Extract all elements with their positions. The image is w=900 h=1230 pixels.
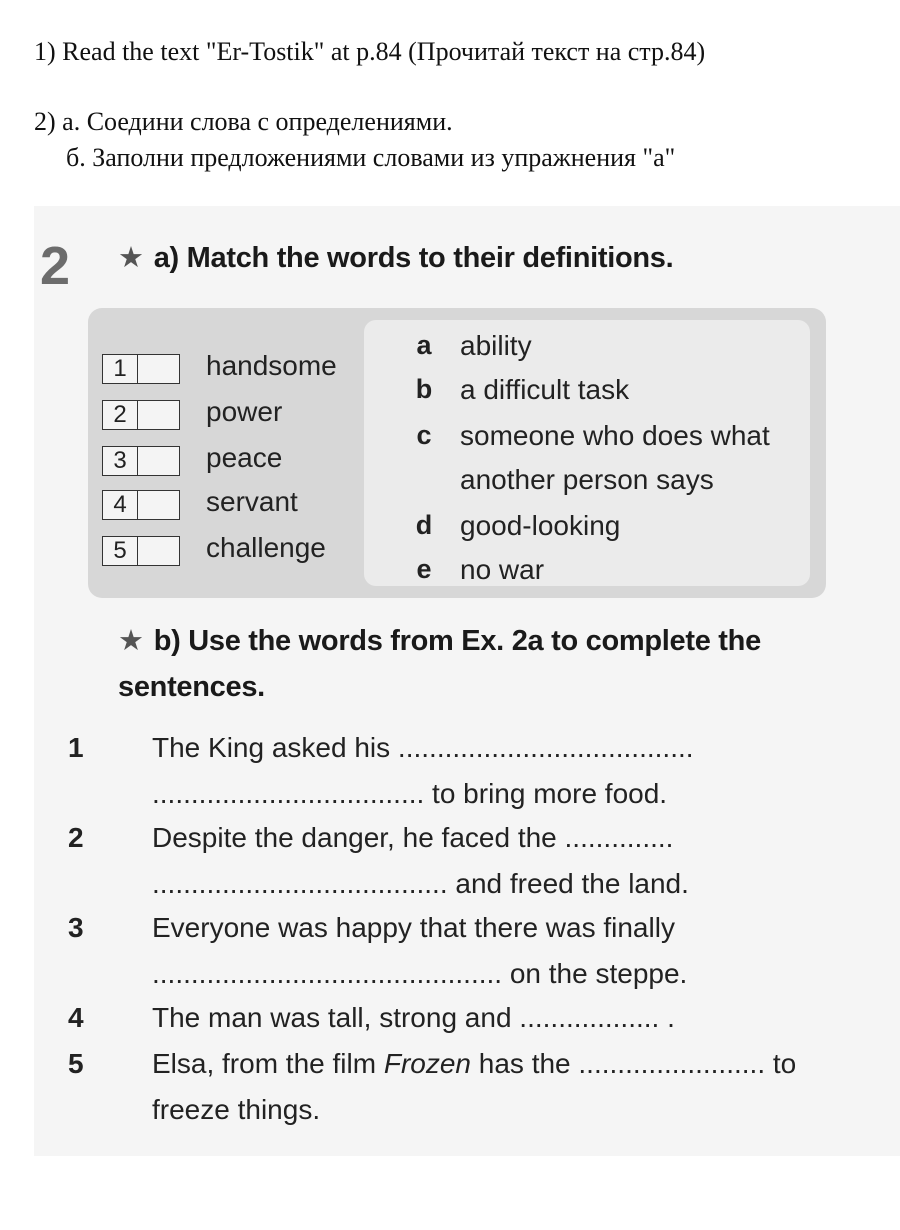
- sentence-line: Everyone was happy that there was finally: [152, 912, 675, 943]
- exercise-number: 2: [40, 236, 71, 296]
- exercise-panel: [34, 206, 900, 1156]
- sentence-line: [152, 1048, 796, 1080]
- instruction-complete: б. Заполни предложениями словами из упражнения "a": [66, 143, 676, 172]
- sentence-number: 3: [68, 912, 84, 943]
- sentence-number: 1: [68, 732, 84, 763]
- definition-text: a difficult task: [460, 374, 630, 405]
- instruction-read-text: 1) Read the text "Er-Tostik" at p.84 (Прочитай текст на стр.84): [34, 37, 706, 66]
- sentence-line: ............................................. on the steppe.: [152, 958, 688, 989]
- answer-box-3[interactable]: [102, 446, 180, 476]
- sentence-5-block: [68, 1048, 888, 1148]
- definition-letter: b: [415, 374, 433, 404]
- definition-letter: e: [416, 554, 432, 584]
- part-a-heading: [118, 240, 673, 275]
- matching-box: [88, 308, 826, 598]
- word-number: 4: [103, 491, 138, 519]
- answer-box-4[interactable]: [102, 490, 180, 520]
- sentence-line: The King asked his ......................................: [152, 732, 694, 763]
- definition-text: another person says: [460, 464, 714, 495]
- definition-letter: d: [415, 510, 433, 540]
- word-number: 3: [103, 447, 138, 475]
- star-icon: ★: [118, 242, 144, 274]
- definitions-panel: [364, 320, 810, 586]
- definition-text: ability: [460, 330, 532, 361]
- film-title: Frozen: [383, 1048, 471, 1079]
- definition-letter: c: [416, 420, 432, 450]
- word-label: power: [206, 396, 283, 427]
- sentence-5: [68, 1048, 880, 1088]
- word-label: challenge: [206, 532, 326, 563]
- sentence-line: Despite the danger, he faced the ..............: [152, 822, 674, 853]
- definition-letter: a: [416, 330, 432, 360]
- sentence-text-post: has the ........................ to: [471, 1048, 797, 1079]
- sentence-line: freeze things.: [152, 1094, 321, 1125]
- definition-text: no war: [460, 554, 545, 585]
- sentence-line: ................................... to bring more food.: [152, 778, 668, 809]
- word-label: servant: [206, 486, 298, 517]
- answer-box-2[interactable]: [102, 400, 180, 430]
- sentence-number: 5: [68, 1048, 84, 1079]
- instruction-match: 2) a. Соедини слова с определениями.: [34, 107, 453, 136]
- sentence-number: 4: [68, 1002, 84, 1033]
- word-number: 5: [103, 537, 138, 565]
- word-number: 1: [103, 355, 138, 383]
- word-number: 2: [103, 401, 138, 429]
- sentence-line: ...................................... and freed the land.: [152, 868, 689, 899]
- sentence-list: [68, 732, 898, 1042]
- answer-box-1[interactable]: [102, 354, 180, 384]
- answer-box-5[interactable]: [102, 536, 180, 566]
- word-label: handsome: [206, 350, 337, 381]
- definition-text: good-looking: [460, 510, 621, 541]
- sentence-line: The man was tall, strong and .................. .: [152, 1002, 675, 1033]
- part-a-title: a) Match the words to their definitions.: [153, 242, 674, 274]
- star-icon: ★: [118, 625, 144, 657]
- word-label: peace: [206, 442, 283, 473]
- definition-text: someone who does what: [460, 420, 770, 451]
- sentence-text-pre: Elsa, from the film: [152, 1048, 384, 1079]
- part-b-title: b) Use the words from Ex. 2a to complete the sentences.: [118, 625, 761, 703]
- part-b-heading: [118, 618, 878, 710]
- sentence-number: 2: [68, 822, 84, 853]
